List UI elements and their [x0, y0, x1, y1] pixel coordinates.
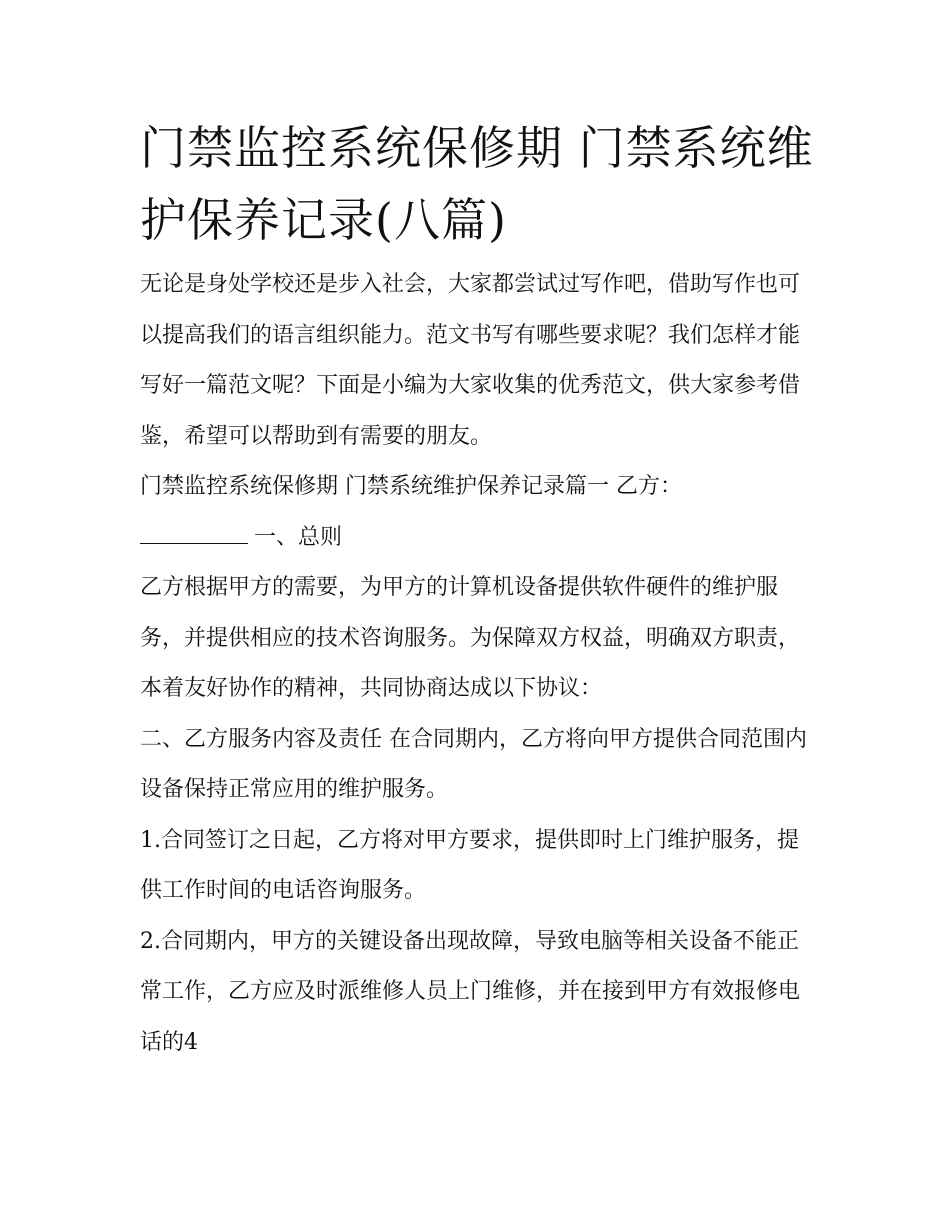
document-page: [140, 112, 820, 1068]
general-paragraph: 乙方根据甲方的需要，为甲方的计算机设备提供软件硬件的维护服务，并提供相应的技术咨询服务。为保障双方权益，明确双方职责，本着友好协作的精神，共同协商达成以下协议：: [140, 575, 801, 701]
general-heading: [140, 513, 820, 564]
general-heading-text: 一、总则: [254, 524, 343, 550]
clause-2: 2.合同期内，甲方的关键设备出现故障，导致电脑等相关设备不能正常工作，乙方应及时派维修人员上门维修，并在接到甲方有效报修电话的4: [140, 928, 801, 1055]
blank-underline: [140, 513, 248, 544]
service-paragraph: 二、乙方服务内容及责任 在合同期内，乙方将向甲方提供合同范围内设备保持正常应用的维护服务。: [140, 726, 807, 802]
intro-paragraph: 无论是身处学校还是步入社会，大家都尝试过写作吧，借助写作也可以提高我们的语言组织能力。范文书写有哪些要求呢？我们怎样才能写好一篇范文呢？下面是小编为大家收集的优秀范文，供大家参考借鉴，希望可以帮助到有需要的朋友。: [140, 272, 801, 449]
document-body: [140, 260, 820, 1068]
section-heading: 门禁监控系统保修期 门禁系统维护保养记录篇一 乙方：: [140, 474, 682, 499]
clause-1: 1.合同签订之日起，乙方将对甲方要求，提供即时上门维护服务，提供工作时间的电话咨询服务。: [140, 827, 799, 903]
document-title: 门禁监控系统保修期 门禁系统维护保养记录(八篇): [140, 121, 814, 247]
